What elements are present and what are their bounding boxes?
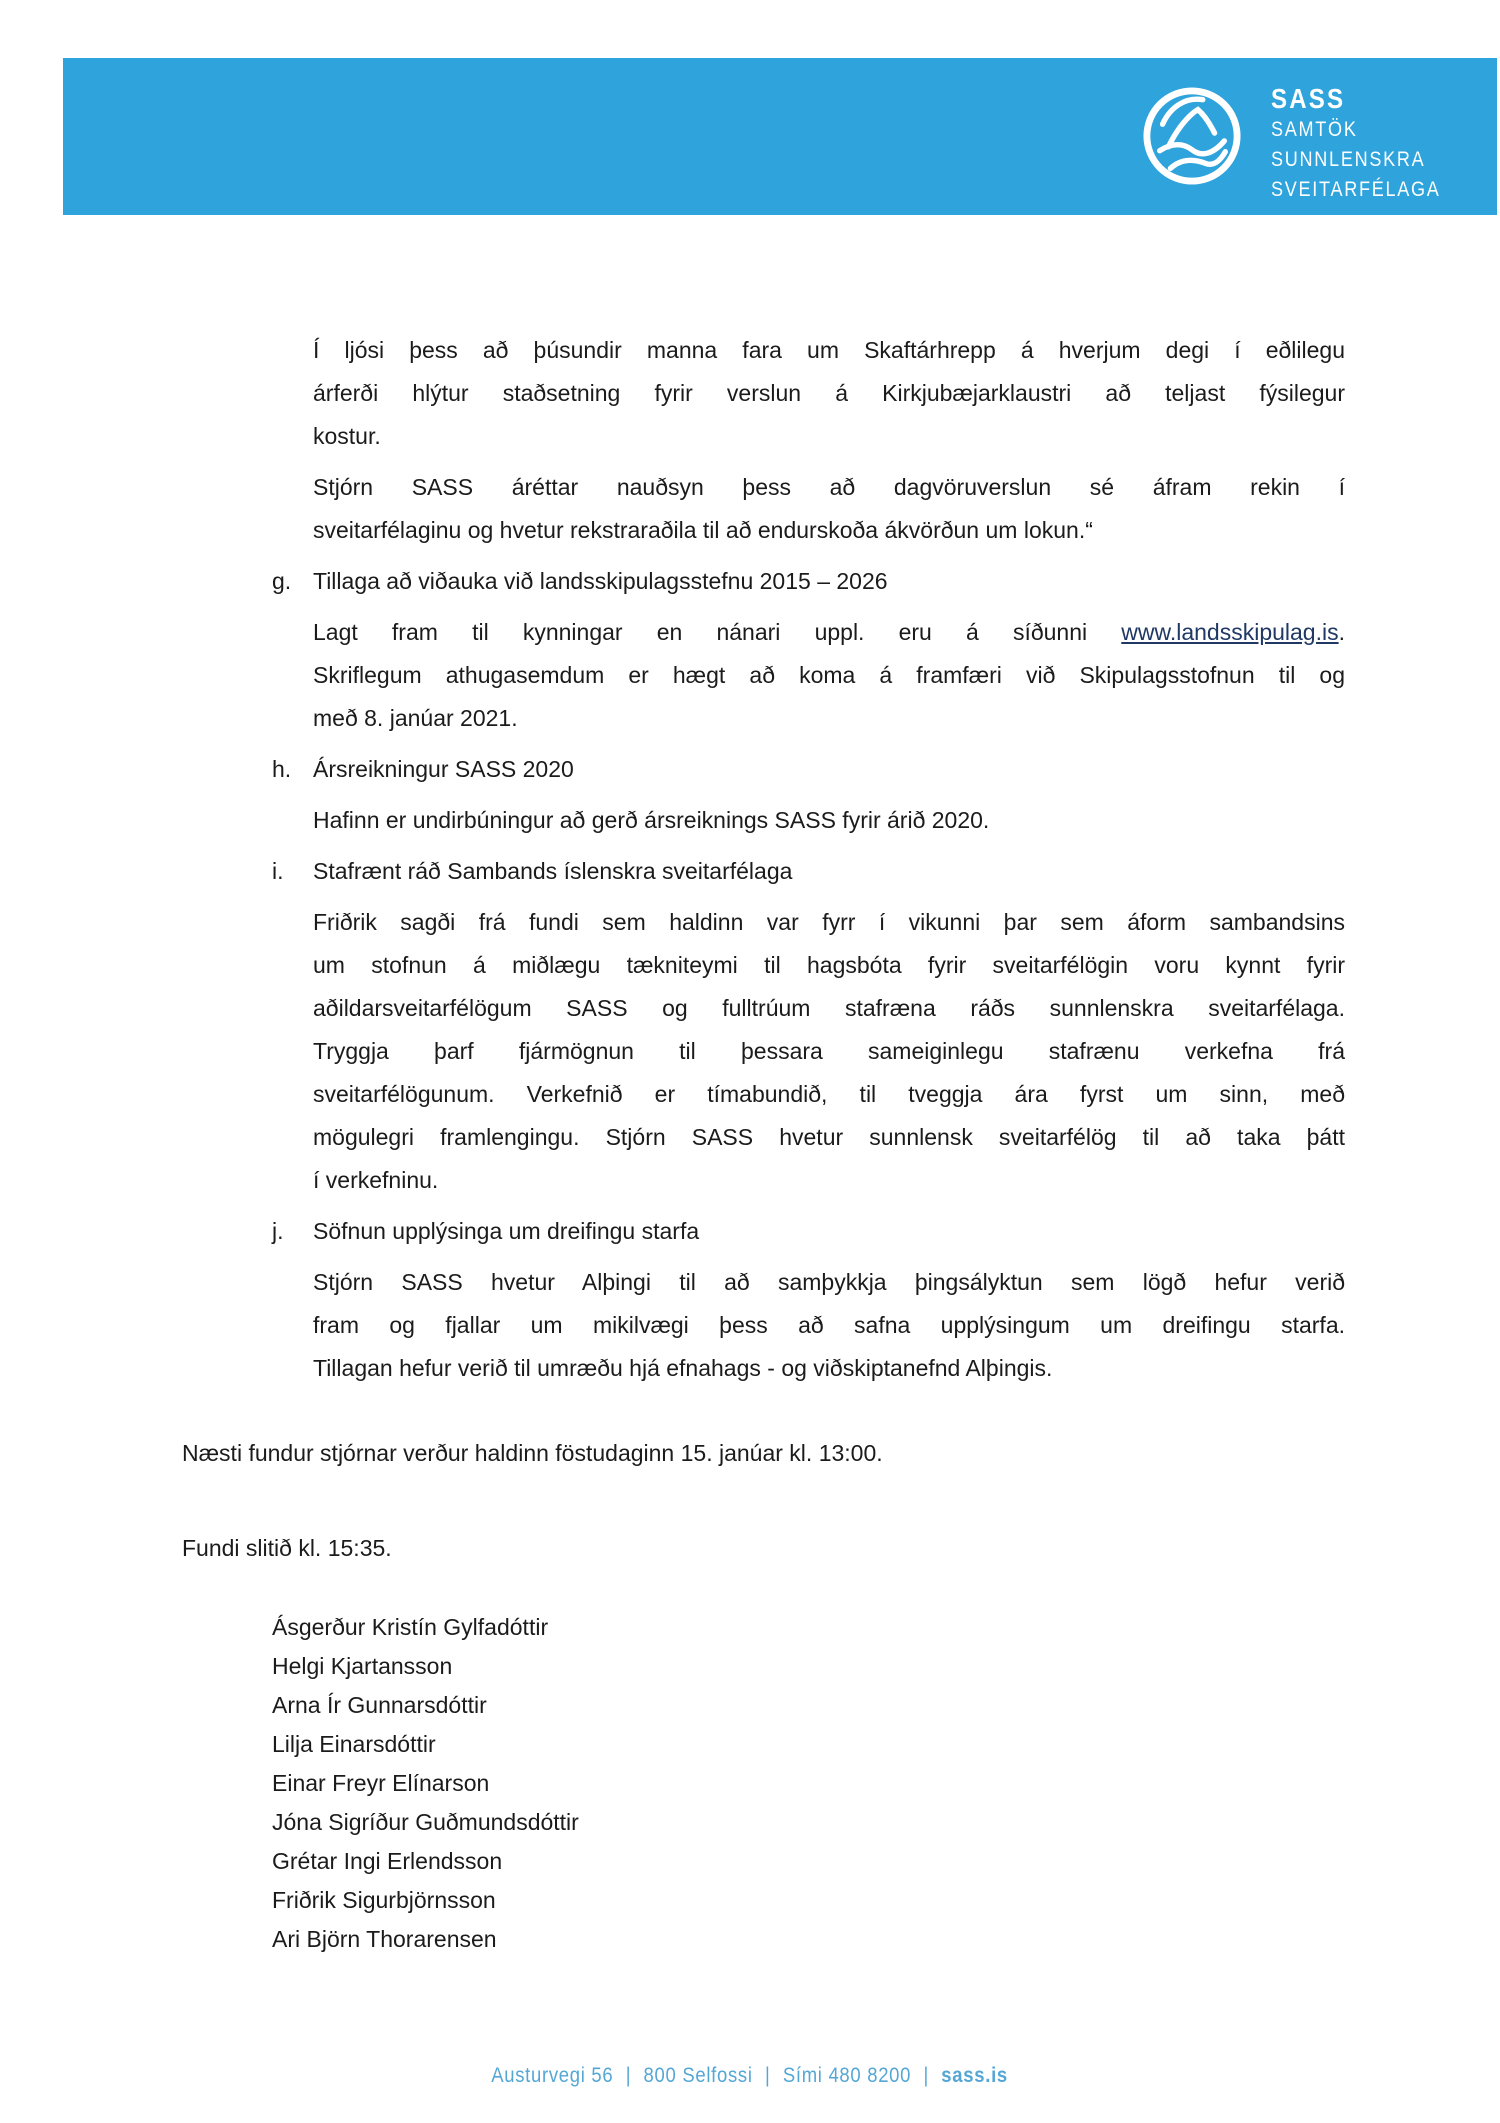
agenda-item-title: Stafrænt ráð Sambands íslenskra sveitarfélaga bbox=[313, 858, 793, 884]
footer-address: Austurvegi 56 bbox=[491, 2064, 614, 2087]
footer-separator: | bbox=[923, 2064, 930, 2087]
paragraph-line: í verkefninu. bbox=[313, 1167, 439, 1193]
agenda-item-j-body bbox=[313, 1261, 1345, 1390]
attendee-list bbox=[272, 1608, 1345, 1959]
sass-logo bbox=[1141, 83, 1468, 205]
paragraph-line: Stjórn SASS hvetur Alþingi til að samþykkja þingsályktun sem lögð hefur verið bbox=[313, 1269, 1345, 1295]
agenda-item-h-body bbox=[313, 799, 1345, 842]
attendee-name: Einar Freyr Elínarson bbox=[272, 1770, 490, 1796]
agenda-item-letter: h. bbox=[272, 756, 292, 782]
footer-separator: | bbox=[626, 2064, 632, 2087]
paragraph-line: Stjórn SASS áréttar nauðsyn þess að dagvöruverslun sé áfram rekin í bbox=[313, 474, 1345, 500]
paragraph-line: árferði hlýtur staðsetning fyrir verslun á Kirkjubæjarklaustri að teljast fýsilegur bbox=[313, 380, 1345, 406]
document-body bbox=[182, 329, 1345, 1959]
paragraph-line: fram og fjallar um mikilvægi þess að safna upplýsingum um dreifingu starfa. bbox=[313, 1312, 1345, 1338]
intro-paragraph-1 bbox=[313, 329, 1345, 458]
footer-phone: Sími 480 8200 bbox=[783, 2064, 912, 2087]
agenda-item-j bbox=[272, 1210, 1345, 1253]
footer-separator: | bbox=[765, 2064, 771, 2087]
agenda-item-letter: j. bbox=[272, 1218, 284, 1244]
agenda-item-g bbox=[272, 560, 1345, 603]
paragraph-line: Skriflegum athugasemdum er hægt að koma á framfæri við Skipulagsstofnun til og bbox=[313, 662, 1345, 688]
document-footer bbox=[0, 2064, 1500, 2088]
paragraph-line: um stofnun á miðlægu tækniteymi til hagsbóta fyrir sveitarfélögin voru kynnt fyrir bbox=[313, 952, 1345, 978]
document-header bbox=[63, 58, 1497, 215]
paragraph-line bbox=[313, 611, 1345, 654]
logo-acronym: SASS bbox=[1271, 83, 1346, 114]
agenda-item-i-body bbox=[313, 901, 1345, 1202]
next-meeting-note: Næsti fundur stjórnar verður haldinn föstudaginn 15. janúar kl. 13:00. bbox=[182, 1440, 883, 1466]
landsskipulag-link[interactable]: www.landsskipulag.is bbox=[1121, 619, 1339, 645]
paragraph-line: Tillagan hefur verið til umræðu hjá efnahags - og viðskiptanefnd Alþingis. bbox=[313, 1355, 1053, 1381]
footer-website: sass.is bbox=[941, 2064, 1009, 2087]
agenda-item-title: Tillaga að viðauka við landsskipulagsstefnu 2015 – 2026 bbox=[313, 568, 888, 594]
paragraph-line: aðildarsveitarfélögum SASS og fulltrúum stafræna ráðs sunnlenskra sveitarfélaga. bbox=[313, 995, 1345, 1021]
attendee-name: Ari Björn Thorarensen bbox=[272, 1926, 497, 1952]
paragraph-line: mögulegri framlengingu. Stjórn SASS hvetur sunnlensk sveitarfélög til að taka þátt bbox=[313, 1124, 1345, 1150]
logo-line-2: SUNNLENSKRA bbox=[1271, 148, 1426, 171]
link-line-after: . bbox=[1338, 619, 1345, 645]
logo-line-3: SVEITARFÉLAGA bbox=[1271, 178, 1441, 201]
paragraph-line: kostur. bbox=[313, 423, 381, 449]
sass-waves-circle-icon bbox=[1141, 83, 1243, 189]
attendee-name: Lilja Einarsdóttir bbox=[272, 1731, 436, 1757]
agenda-item-letter: g. bbox=[272, 568, 292, 594]
paragraph-line: með 8. janúar 2021. bbox=[313, 705, 518, 731]
attendee-name: Helgi Kjartansson bbox=[272, 1653, 453, 1679]
meeting-adjourned-note: Fundi slitið kl. 15:35. bbox=[182, 1535, 392, 1561]
agenda-item-g-body bbox=[313, 611, 1345, 740]
footer-postal-town: 800 Selfossi bbox=[643, 2064, 754, 2087]
attendee-name: Arna Ír Gunnarsdóttir bbox=[272, 1692, 487, 1718]
intro-paragraph-2 bbox=[313, 466, 1345, 552]
agenda-item-i bbox=[272, 850, 1345, 893]
agenda-item-letter: i. bbox=[272, 858, 284, 884]
paragraph-line: Tryggja þarf fjármögnun til þessara sameiginlegu stafrænu verkefna frá bbox=[313, 1038, 1345, 1064]
paragraph-line: Friðrik sagði frá fundi sem haldinn var fyrr í vikunni þar sem áform sambandsins bbox=[313, 909, 1345, 935]
attendee-name: Ásgerður Kristín Gylfadóttir bbox=[272, 1614, 549, 1640]
agenda-item-title: Söfnun upplýsinga um dreifingu starfa bbox=[313, 1218, 700, 1244]
attendee-name: Jóna Sigríður Guðmundsdóttir bbox=[272, 1809, 579, 1835]
link-line-before: Lagt fram til kynningar en nánari uppl. eru á síðunni bbox=[313, 619, 1088, 645]
footer-contact-line bbox=[492, 2064, 1009, 2088]
attendee-name: Friðrik Sigurbjörnsson bbox=[272, 1887, 496, 1913]
paragraph-line: sveitarfélaginu og hvetur rekstraraðila til að endurskoða ákvörðun um lokun.“ bbox=[313, 517, 1093, 543]
logo-wordmark bbox=[1271, 83, 1441, 205]
paragraph-line: sveitarfélögunum. Verkefnið er tímabundið, til tveggja ára fyrst um sinn, með bbox=[313, 1081, 1345, 1107]
agenda-item-title: Ársreikningur SASS 2020 bbox=[313, 756, 574, 782]
agenda-item-h bbox=[272, 748, 1345, 791]
paragraph-line: Hafinn er undirbúningur að gerð ársreiknings SASS fyrir árið 2020. bbox=[313, 807, 990, 833]
paragraph-line: Í ljósi þess að þúsundir manna fara um Skaftárhrepp á hverjum degi í eðlilegu bbox=[313, 337, 1345, 363]
logo-line-1: SAMTÖK bbox=[1271, 118, 1358, 141]
attendee-name: Grétar Ingi Erlendsson bbox=[272, 1848, 503, 1874]
